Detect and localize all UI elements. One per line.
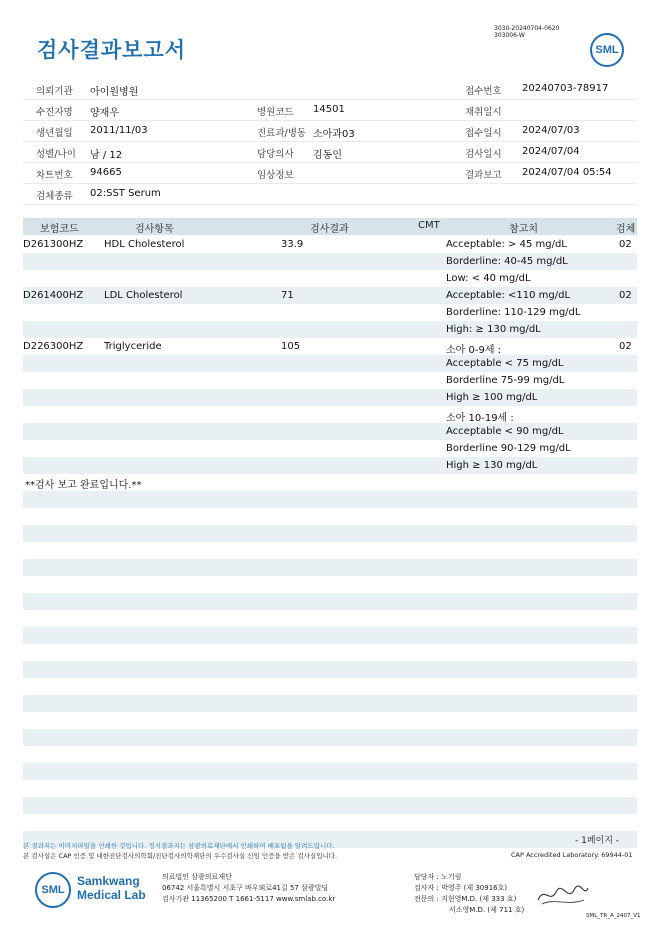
value-receipt-date: 2024/07/03	[522, 125, 580, 136]
label-chart-no: 차트번호	[36, 170, 73, 181]
row-item: Triglyceride	[104, 341, 162, 352]
staff-name: 노기림	[441, 873, 462, 881]
label-clinical-info: 임상정보	[257, 170, 294, 181]
row-code: D226300HZ	[23, 341, 84, 352]
value-institution: 아이원병원	[90, 87, 139, 98]
row-item: LDL Cholesterol	[104, 290, 183, 301]
table-stripe	[23, 797, 637, 814]
brand-line2: Medical Lab	[77, 888, 146, 902]
label-institution: 의뢰기관	[36, 86, 73, 97]
row-specimen: 02	[619, 341, 632, 352]
header-reference: 참고치	[509, 224, 538, 235]
report-complete-note: **검사 보고 완료입니다.**	[25, 480, 142, 491]
label-department: 진료과/병동	[257, 128, 307, 139]
table-stripe	[23, 559, 637, 576]
table-stripe	[23, 661, 637, 678]
ref-line: High ≥ 100 mg/dL	[446, 392, 538, 403]
ref-line: Borderline: 40-45 mg/dL	[446, 256, 568, 267]
notice-certification: 본 검사실은 CAP 인증 및 대한진단검사의학회/진단검사의학재단의 우수검사실 신임 인증을 받은 검사실입니다.	[23, 852, 338, 860]
org-name: 의료법인 삼광의료재단	[162, 873, 232, 881]
ref-line: High: ≥ 130 mg/dL	[446, 324, 541, 335]
info-row-institution	[23, 79, 637, 100]
row-specimen: 02	[619, 239, 632, 250]
value-report-date: 2024/07/04 05:54	[522, 167, 612, 178]
org-address-block	[162, 872, 335, 905]
value-department: 소아과03	[313, 129, 355, 140]
header-result: 검사결과	[310, 224, 349, 235]
staff-label: 검사자 :	[414, 884, 439, 892]
sml-logo: SML	[590, 33, 624, 67]
value-birth-date: 2011/11/03	[90, 125, 148, 136]
ref-line: Acceptable < 90 mg/dL	[446, 426, 564, 437]
label-report-date: 결과보고	[465, 170, 502, 181]
staff-row	[414, 905, 524, 916]
notice-image-copy: 본 결과지는 이미지파일을 인쇄한 것입니다. 정식결과지는 삼광의료재단에서 인쇄하여 배포됨을 알려드립니다.	[23, 842, 335, 850]
label-doctor: 담당의사	[257, 149, 294, 160]
ref-line: Borderline 90-129 mg/dL	[446, 443, 571, 454]
label-receipt-no: 접수번호	[465, 86, 502, 97]
ref-line: Borderline 75-99 mg/dL	[446, 375, 565, 386]
label-specimen-type: 검체종류	[36, 191, 73, 202]
staff-name: 지현영M.D. (제 333 호)	[441, 895, 517, 903]
table-stripe	[23, 321, 637, 338]
doc-code-line1: 3030-20240704-0620	[494, 25, 560, 32]
brand-name	[77, 874, 146, 902]
row-result: 33.9	[281, 239, 304, 250]
label-birth-date: 생년월일	[36, 128, 73, 139]
value-receipt-no: 20240703-78917	[522, 83, 609, 94]
org-contact: 검사기관 11365200 T 1661-5117 www.smlab.co.kr	[162, 895, 336, 903]
row-result: 105	[281, 341, 301, 352]
value-chart-no: 94665	[90, 167, 122, 178]
staff-block	[414, 872, 524, 916]
label-test-date: 검사일시	[465, 149, 502, 160]
form-code: SML_TR_A_2407_V1	[586, 913, 641, 919]
info-row-chart	[23, 163, 637, 184]
brand-line1: Samkwang	[77, 874, 140, 888]
table-stripe	[23, 627, 637, 644]
label-patient-name: 수진자명	[36, 107, 73, 118]
staff-label: 전문의 :	[414, 895, 439, 903]
value-specimen-type: 02:SST Serum	[90, 188, 161, 199]
page-number: - 1페이지 -	[575, 836, 620, 846]
ref-line: Low: < 40 mg/dL	[446, 273, 531, 284]
header-specimen: 검체	[616, 224, 636, 235]
table-stripe	[23, 389, 637, 406]
value-doctor: 김동인	[313, 150, 342, 161]
value-hospital-code: 14501	[313, 104, 345, 115]
label-sex-age: 성별/나이	[36, 149, 76, 160]
info-row-specimen	[23, 184, 637, 205]
staff-row	[414, 883, 524, 894]
row-item: HDL Cholesterol	[104, 239, 185, 250]
label-collection-date: 채취일시	[465, 107, 502, 118]
cap-accreditation: CAP Accredited Laboratory. 69944-01	[511, 851, 633, 859]
label-receipt-date: 접수일시	[465, 128, 502, 139]
header-test-item: 검사항목	[135, 224, 174, 235]
report-title: 검사결과보고서	[37, 38, 187, 62]
table-stripe	[23, 729, 637, 746]
ref-line: Acceptable: <110 mg/dL	[446, 290, 571, 301]
value-patient-name: 양재우	[90, 108, 119, 119]
value-sex-age: 남 / 12	[90, 150, 123, 161]
doc-code-line2: 303006-W	[494, 32, 525, 39]
table-stripe	[23, 491, 637, 508]
info-row-patient	[23, 100, 637, 121]
doc-code	[494, 25, 559, 39]
ref-line: Borderline: 110-129 mg/dL	[446, 307, 581, 318]
staff-name: 박영주 (제 30916호)	[441, 884, 508, 892]
label-hospital-code: 병원코드	[257, 107, 294, 118]
table-stripe	[23, 525, 637, 542]
header-insurance-code: 보험코드	[40, 224, 79, 235]
table-stripe	[23, 695, 637, 712]
staff-row	[414, 894, 524, 905]
info-row-birth	[23, 121, 637, 142]
ref-line: 소아 10-19세 :	[446, 413, 514, 424]
info-row-sex-age	[23, 142, 637, 163]
staff-label: 담당자 :	[414, 873, 439, 881]
value-test-date: 2024/07/04	[522, 146, 580, 157]
staff-row	[414, 872, 524, 883]
sml-footer-logo: SML	[35, 872, 71, 908]
header-cmt: CMT	[418, 220, 440, 231]
table-stripe	[23, 457, 637, 474]
table-stripe	[23, 593, 637, 610]
staff-name: 서소영M.D. (제 711 호)	[449, 906, 525, 914]
org-address: 06742 서울특별시 서초구 바우뫼로41길 57 삼광빌딩	[162, 884, 329, 892]
results-table-header	[23, 218, 637, 235]
ref-line: 소아 0-9세 :	[446, 345, 502, 356]
ref-line: Acceptable: > 45 mg/dL	[446, 239, 567, 250]
row-specimen: 02	[619, 290, 632, 301]
ref-line: High ≥ 130 mg/dL	[446, 460, 538, 471]
row-code: D261300HZ	[23, 239, 84, 250]
ref-line: Acceptable < 75 mg/dL	[446, 358, 564, 369]
table-stripe	[23, 763, 637, 780]
row-code: D261400HZ	[23, 290, 84, 301]
row-result: 71	[281, 290, 294, 301]
signature	[534, 882, 590, 908]
